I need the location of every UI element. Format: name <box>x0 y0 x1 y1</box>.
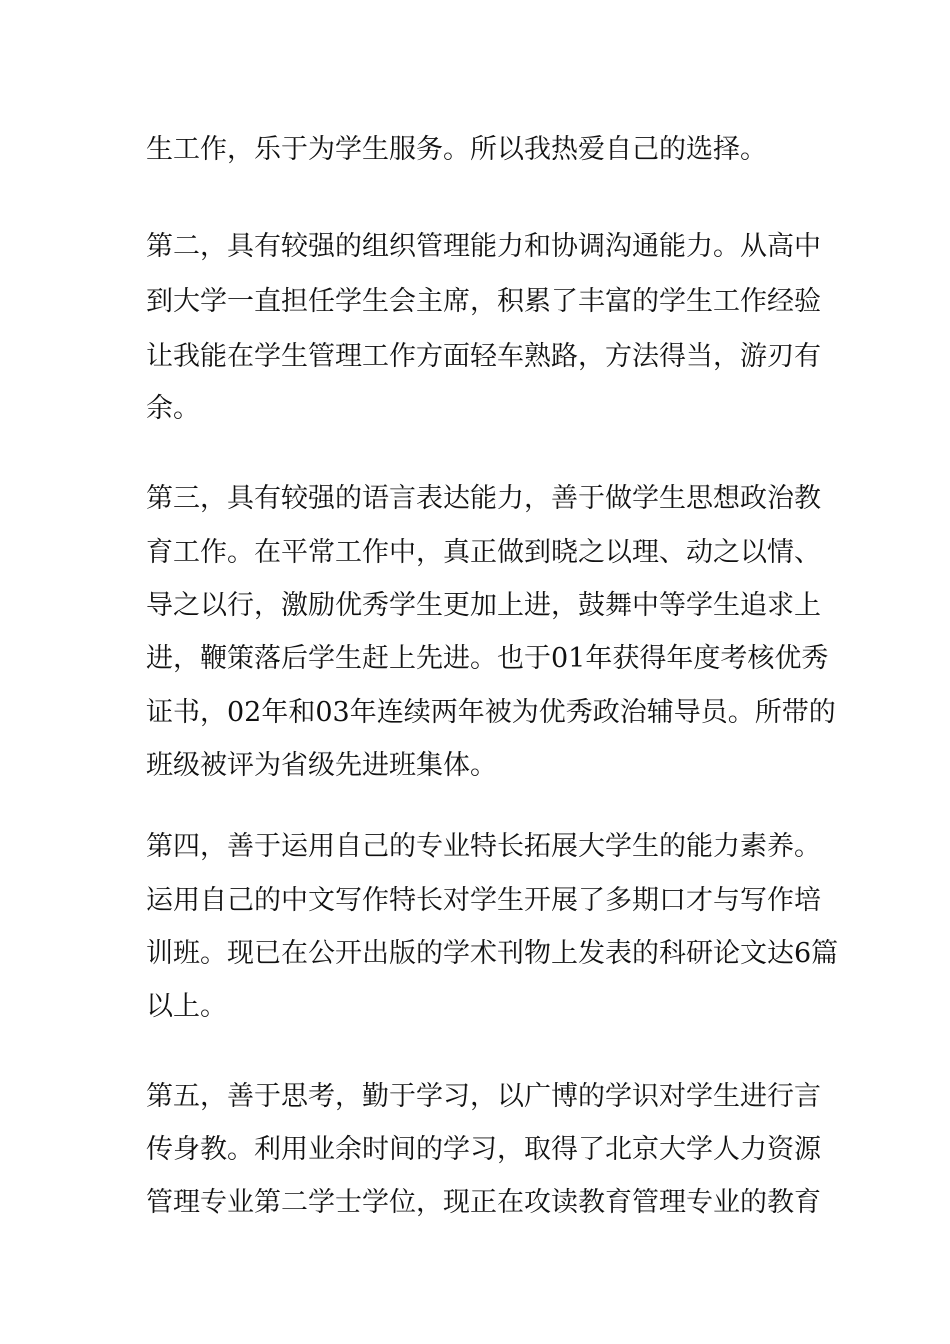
paragraph-5-line-1: 第五，善于思考，勤于学习，以广博的学识对学生进行言 <box>146 1081 821 1112</box>
paragraph-3-line-6: 班级被评为省级先进班集体。 <box>146 750 497 781</box>
paragraph-4-line-4: 以上。 <box>146 991 227 1022</box>
paragraph-5-line-2: 传身教。利用业余时间的学习，取得了北京大学人力资源 <box>146 1134 821 1165</box>
paragraph-4-line-1: 第四，善于运用自己的专业特长拓展大学生的能力素养。 <box>146 831 821 862</box>
paragraph-2-line-2: 到大学一直担任学生会主席，积累了丰富的学生工作经验 <box>146 286 821 317</box>
paragraph-1-line-1: 生工作，乐于为学生服务。所以我热爱自己的选择。 <box>146 134 767 165</box>
paragraph-3-line-3: 导之以行，激励优秀学生更加上进，鼓舞中等学生追求上 <box>146 590 821 621</box>
paragraph-2-line-1: 第二，具有较强的组织管理能力和协调沟通能力。从高中 <box>146 231 821 262</box>
paragraph-2-line-4: 余。 <box>146 393 200 424</box>
paragraph-3-line-5: 证书，02年和03年连续两年被为优秀政治辅导员。所带的 <box>146 697 836 728</box>
paragraph-5-line-3: 管理专业第二学士学位，现正在攻读教育管理专业的教育 <box>146 1187 821 1218</box>
paragraph-3-line-1: 第三，具有较强的语言表达能力，善于做学生思想政治教 <box>146 483 821 514</box>
paragraph-2-line-3: 让我能在学生管理工作方面轻车熟路，方法得当，游刃有 <box>146 341 821 372</box>
paragraph-4-line-3: 训班。现已在公开出版的学术刊物上发表的科研论文达6篇 <box>146 938 839 969</box>
paragraph-3-line-4: 进，鞭策落后学生赶上先进。也于01年获得年度考核优秀 <box>146 643 829 674</box>
paragraph-4-line-2: 运用自己的中文写作特长对学生开展了多期口才与写作培 <box>146 885 821 916</box>
paragraph-3-line-2: 育工作。在平常工作中，真正做到晓之以理、动之以情、 <box>146 537 821 568</box>
